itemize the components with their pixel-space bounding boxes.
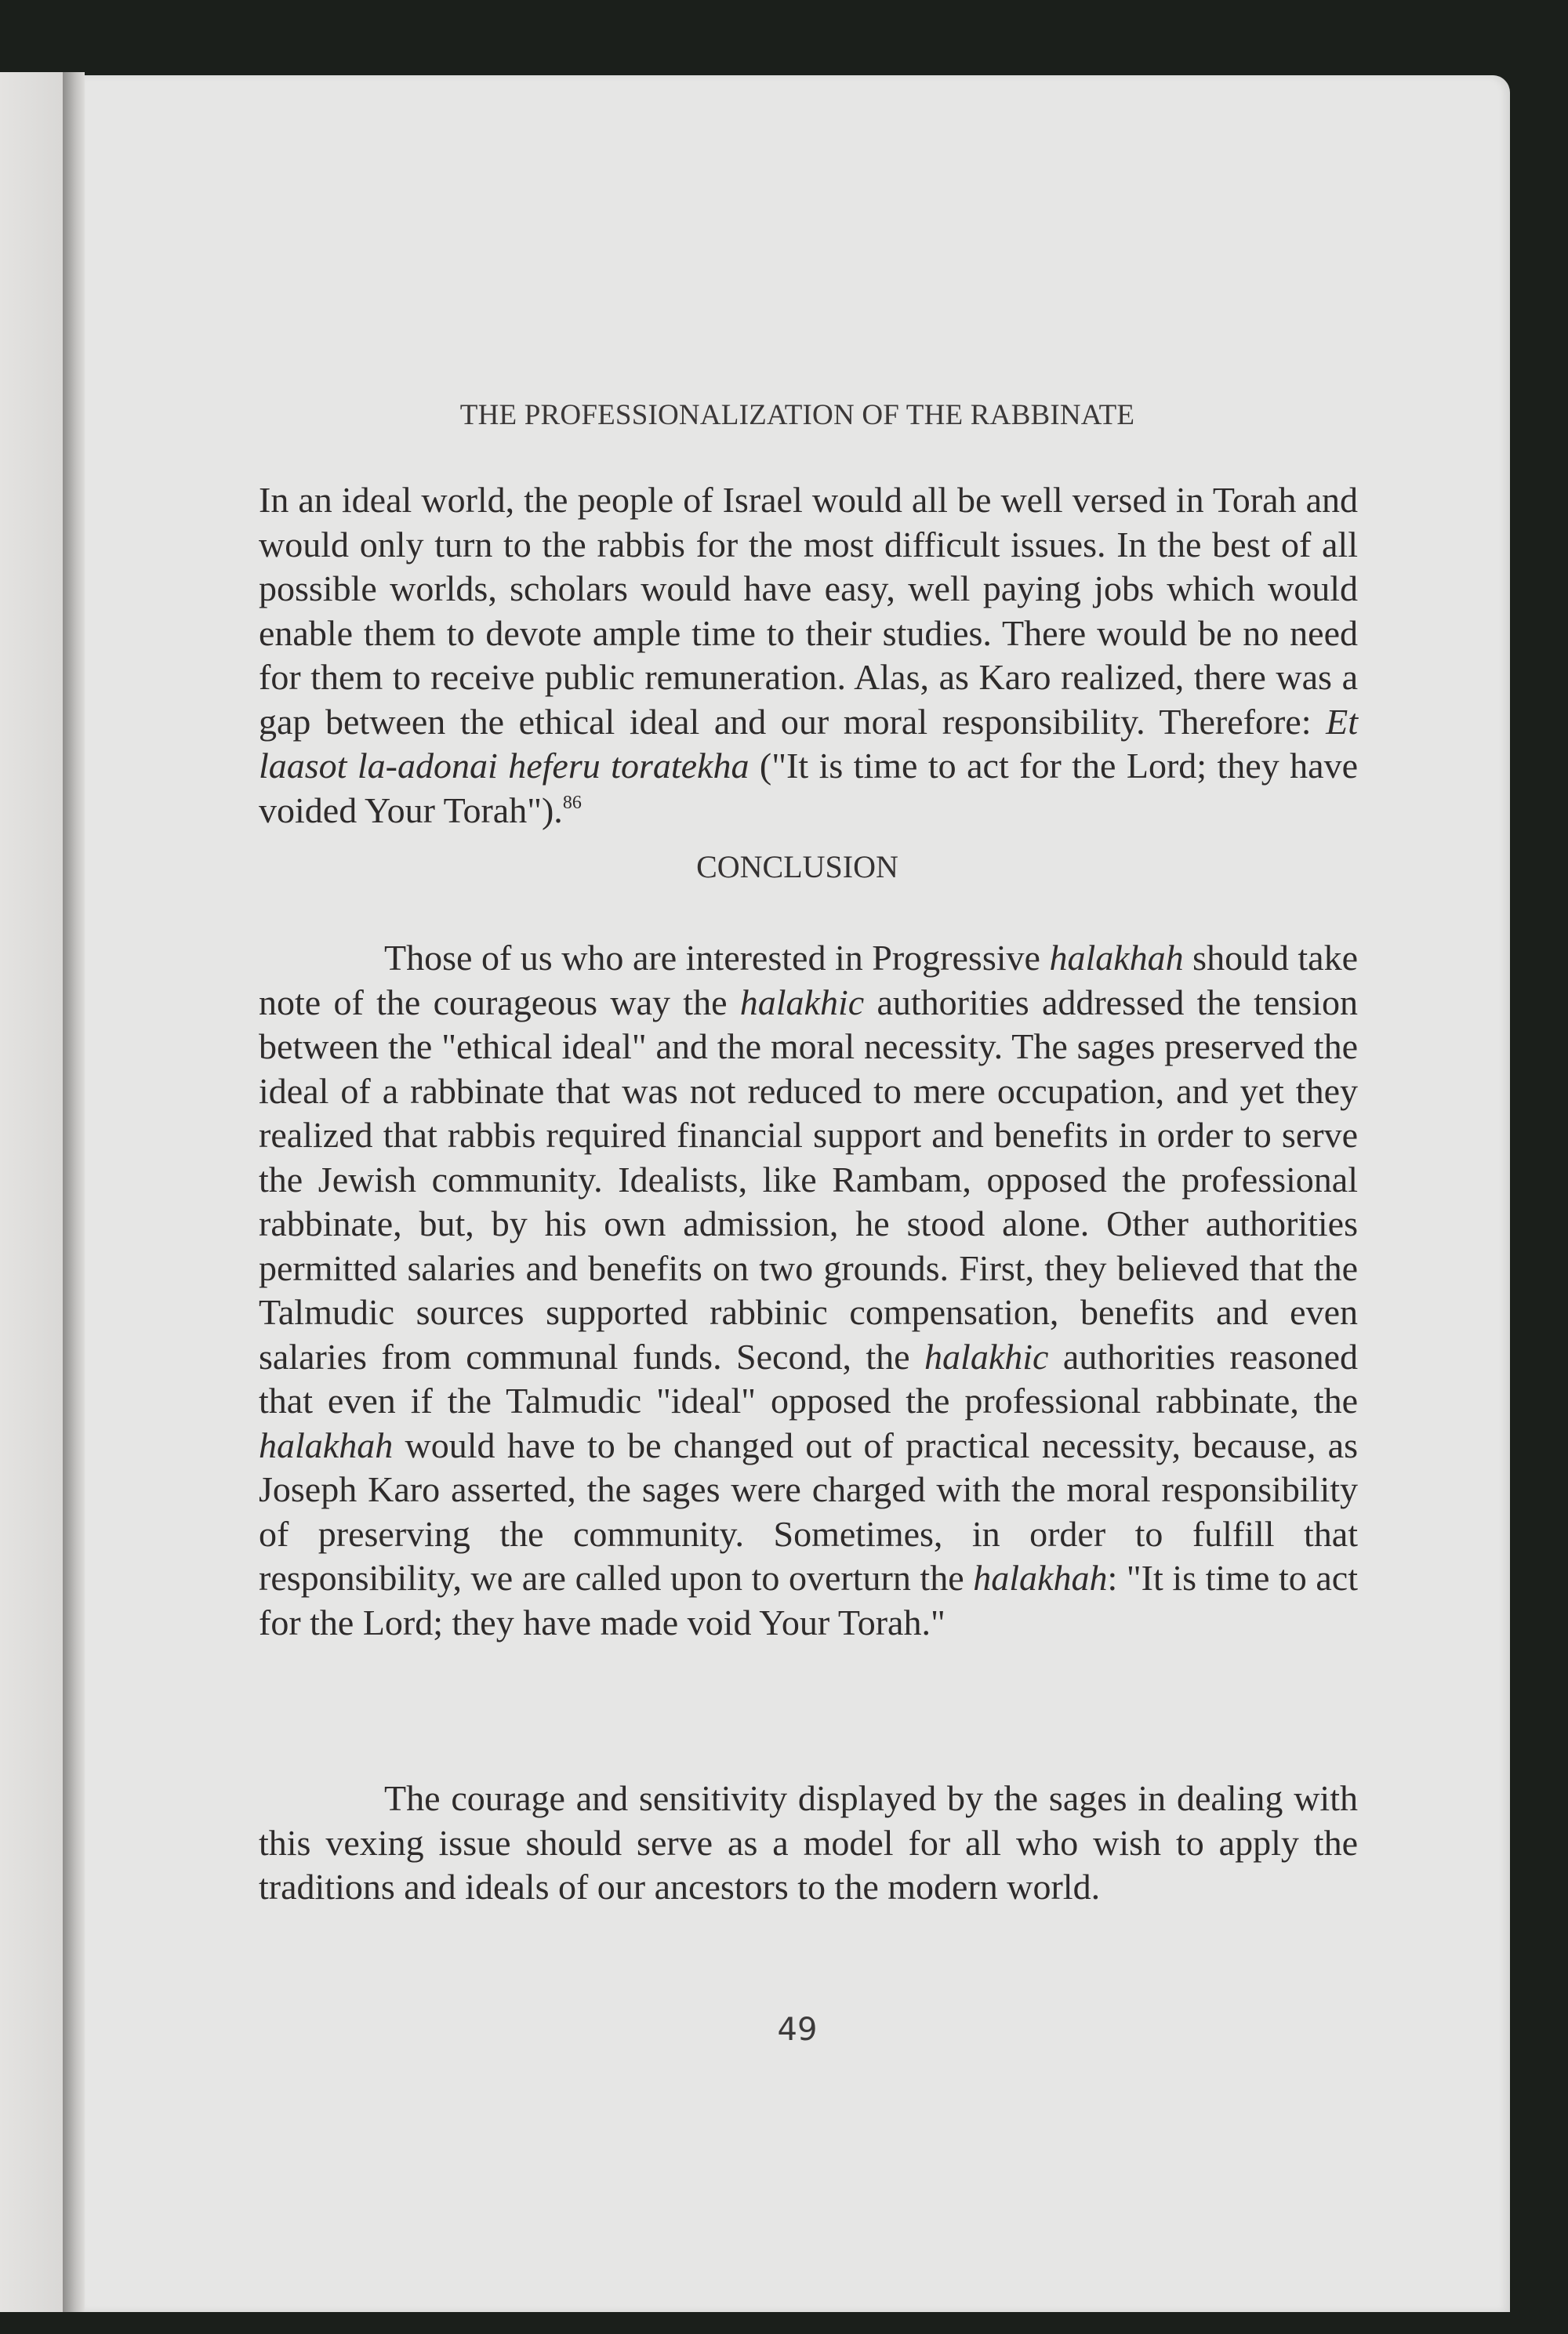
text-run: ("It is time to act for the Lord; they have voided Your Torah").	[259, 746, 1358, 830]
paragraph-intro	[259, 478, 1358, 833]
paragraph-conclusion-2	[259, 1777, 1358, 1910]
text-run: Those of us who are interested in Progressive	[384, 938, 1050, 978]
paragraph-conclusion-1	[259, 936, 1358, 1645]
section-heading-conclusion: CONCLUSION	[696, 849, 898, 884]
italic-term: halakhah	[1049, 938, 1184, 978]
text-run: should take note of the courageous way the	[259, 938, 1358, 1022]
page-number: 49	[777, 2012, 818, 2048]
text-run: authorities reasoned that even if the Talmudic "ideal" opposed the professional rabbinate, the	[259, 1336, 1358, 1421]
book-gutter	[63, 72, 85, 2312]
text-run: The courage and sensitivity displayed by the sages in dealing with this vexing issue should serve as a model for all who wish to apply the traditions and ideals of our ancestors to the modern world.	[259, 1778, 1358, 1907]
text-run: In an ideal world, the people of Israel would all be well versed in Torah and would only turn to the rabbis for the most difficult issues. In the best of all possible worlds, scholars would have easy, well paying jobs which would enable them to devote ample time to their studies. There would be no need for them to receive public remuneration. Alas, as Karo realized, there was a gap between the ethical ideal and our moral responsibility. Therefore:	[259, 480, 1358, 742]
footnote-reference: 86	[562, 792, 582, 813]
italic-term: halakhah	[259, 1425, 394, 1465]
text-run: authorities addressed the tension between the "ethical ideal" and the moral necessity. The sages preserved the ideal of a rabbinate that was not reduced to mere occupation, and yet they realized that rabbis required financial support and benefits in order to serve the Jewish community. Idealists, like Rambam, opposed the professional rabbinate, but, by his own admission, he stood alone. Other authorities permitted salaries and benefits on two grounds. First, they believed that the Talmudic sources supported rabbinic compensation, benefits and even salaries from communal funds. Second, the	[259, 982, 1358, 1377]
running-head: THE PROFESSIONALIZATION OF THE RABBINATE	[459, 399, 1135, 431]
text-run: : "It is time to act for the Lord; they have made void Your Torah."	[259, 1558, 1358, 1643]
facing-page-edge	[0, 72, 63, 2312]
text-run: would have to be changed out of practical necessity, because, as Joseph Karo asserted, the sages were charged with the moral responsibility of preserving the community. Sometimes, in order to fulfill that responsibility, we are called upon to overturn the	[259, 1425, 1358, 1598]
italic-term: halakhah	[973, 1558, 1108, 1598]
hebrew-transliteration: Et laasot la-adonai heferu toratekha	[259, 701, 1358, 786]
italic-term: halakhic	[739, 982, 865, 1022]
italic-term: halakhic	[924, 1336, 1049, 1377]
